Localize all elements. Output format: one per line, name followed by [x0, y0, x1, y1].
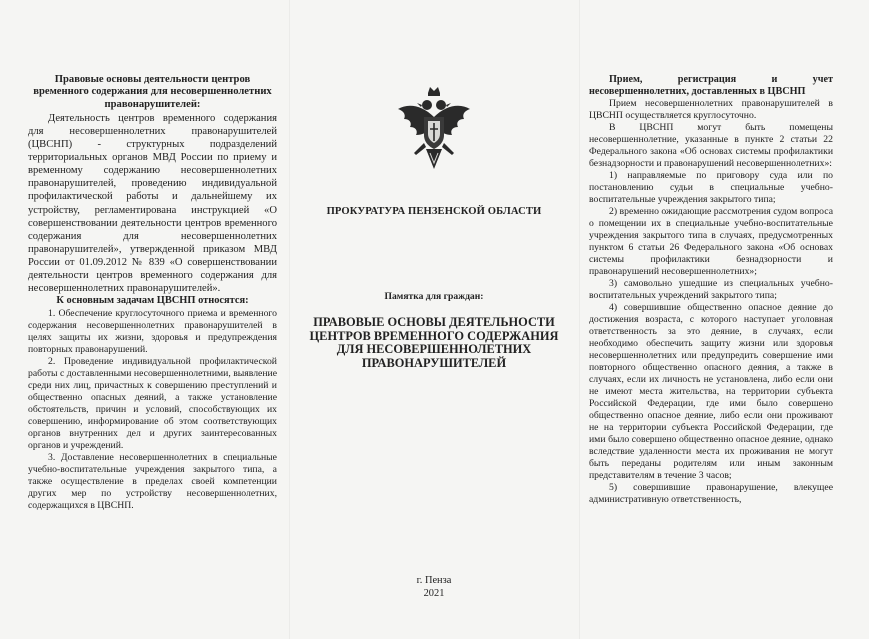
right-panel-title-line2: несовершеннолетних, доставленных в ЦВСНП — [589, 86, 806, 98]
right-paragraph: 1) направляемые по приговору суда или по постановлению судьи в специальные учебно-воспитательные учреждения закрытого типа; — [589, 170, 833, 206]
organization-name: ПРОКУРАТУРА ПЕНЗЕНСКОЙ ОБЛАСТИ — [326, 206, 542, 217]
publication-place-year — [289, 574, 579, 600]
memo-label: Памятка для граждан: — [384, 291, 484, 302]
city-label: г. Пенза — [416, 575, 452, 586]
task-item: 3. Доставление несовершеннолетних в специальные учебно-воспитательные учреждения закрытого типа, а также осуществление в пределах своей компетенции других мер по устройству несовершеннолетних, содержащихся в ЦВСНП. — [28, 451, 277, 511]
left-panel-title: Правовые основы деятельности центров временного содержания для несовершеннолетних правонарушителей: — [33, 74, 272, 110]
leaflet-title: ПРАВОВЫЕ ОСНОВЫ ДЕЯТЕЛЬНОСТИ ЦЕНТРОВ ВРЕМЕННОГО СОДЕРЖАНИЯ ДЛЯ НЕСОВЕРШЕННОЛЕТНИХ ПРАВОНАРУШИТЕЛЕЙ — [309, 315, 559, 370]
prosecutor-emblem-icon — [386, 83, 482, 179]
right-panel — [579, 0, 869, 639]
task-item: 2. Проведение индивидуальной профилактической работы с доставленными несовершеннолетними, выявление среди них лиц, причастных к совершению преступлений и общественно опасных деяний, а также установление обстоятельств, причин и условий, способствующих их совершению, информирование об этом соответствующих органов внутренних дел и других заинтересованных органов и учреждений. — [28, 355, 277, 451]
tasks-heading: К основным задачам ЦВСНП относятся: — [56, 295, 249, 307]
year-label: 2021 — [423, 588, 445, 599]
right-paragraph: 2) временно ожидающие рассмотрения судом вопроса о помещении их в специальные учебно-воспитательные учреждения закрытого типа в случаях, предусмотренных пунктом 6 статьи 26 Федерального закона «Об основах системы профилактики безнадзорности и правонарушений несовершеннолетних»; — [589, 206, 833, 278]
right-paragraph: 5) совершившие правонарушение, влекущее административную ответственность, — [589, 482, 833, 506]
cover-panel — [289, 0, 579, 639]
intro-paragraph: Деятельность центров временного содержания для несовершеннолетних правонарушителей (ЦВСНП) - структурных подразделений территориальных органов МВД России по приему и временному содержанию несовершеннолетних правонарушителей, проведению индивидуальной профилактической работы и дальнейшему их устройству, регламентирована инструкцией «О совершенствовании деятельности центров временного содержания для несовершеннолетних правонарушителей», утвержденной приказом МВД России от 01.09.2012 № 839 «О совершенствовании деятельности центров временного содержания для несовершеннолетних правонарушителей». — [28, 112, 277, 295]
left-panel — [0, 0, 289, 639]
right-paragraph: Прием несовершеннолетних правонарушителей в ЦВСНП осуществляется круглосуточно. — [589, 98, 833, 122]
right-paragraph: 4) совершившие общественно опасное деяние до достижения возраста, с которого наступает уголовная ответственность за это деяние, в случаях, если необходимо обеспечить защиту жизни или здоровья несовершеннолетних или предупредить совершение ими повторного общественно опасного деяния, а также в случаях, если их личность не установлена, либо если они не имеют места жительства, на территории субъекта Российской Федерации, где ими было совершено общественно опасное деяние, либо если они проживают не на территории субъекта Российской Федерации, где ими было совершено общественно опасное деяние, однако вследствие удаленности места их проживания не могут быть переданы родителям или иным законным представителям в течение 3 часов; — [589, 302, 833, 482]
right-panel-title-line1: Прием, регистрация и учет — [609, 74, 833, 85]
right-paragraph: В ЦВСНП могут быть помещены несовершеннолетние, указанные в пункте 2 статьи 22 Федерального закона «Об основах системы профилактики безнадзорности и правонарушений несовершеннолетних»: — [589, 122, 833, 170]
task-item: 1. Обеспечение круглосуточного приема и временного содержания несовершеннолетних правонарушителей в целях защиты их жизни, здоровья и предупреждения повторных правонарушений. — [28, 307, 277, 355]
right-paragraph: 3) самовольно ушедшие из специальных учебно-воспитательных учреждений закрытого типа; — [589, 278, 833, 302]
